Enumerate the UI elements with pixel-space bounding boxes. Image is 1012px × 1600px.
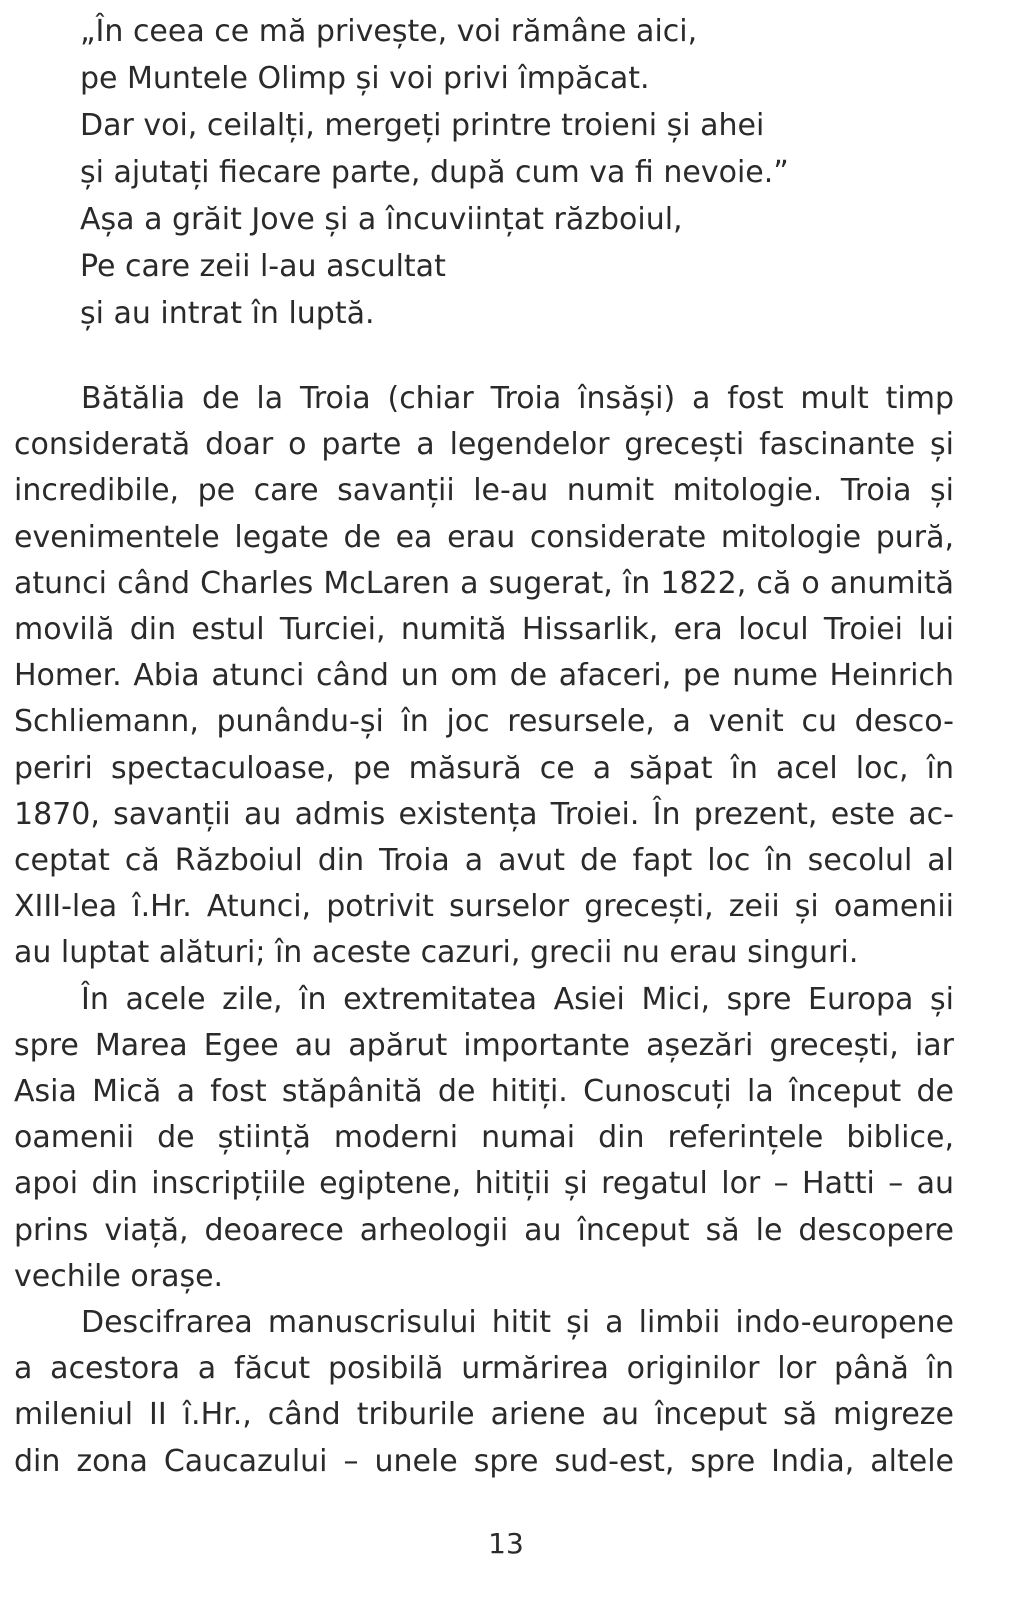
verse-line: Așa a grăit Jove și a încuviințat războiul,	[80, 202, 683, 237]
text-line: oamenii de știință moderni numai din referințele biblice,	[14, 1120, 954, 1156]
body-text	[14, 376, 954, 1485]
verse-line: „În ceea ce mă privește, voi rămâne aici,	[80, 14, 698, 49]
text-line: 1870, savanții au admis existența Troiei. În prezent, este ac-	[14, 796, 954, 832]
text-line: apoi din inscripțiile egiptene, hitiții și regatul lor – Hatti – au	[14, 1166, 954, 1202]
text-line: a acestora a făcut posibilă urmărirea originilor lor până în	[14, 1351, 954, 1387]
text-line: Schliemann, punându-și în joc resursele, a venit cu desco-	[14, 704, 954, 740]
text-line: vechile orașe.	[14, 1258, 224, 1294]
text-line: periri spectaculoase, pe măsură ce a săpat în acel loc, în	[14, 750, 954, 786]
verse-line: Pe care zeii l-au ascultat	[80, 249, 446, 284]
text-line: considerată doar o parte a legendelor grecești fascinante și	[14, 427, 954, 463]
text-line: din zona Caucazului – unele spre sud-est, spre India, altele	[14, 1443, 954, 1479]
text-line: evenimentele legate de ea erau considerate mitologie pură,	[14, 519, 954, 555]
text-line: au luptat alături; în aceste cazuri, grecii nu erau singuri.	[14, 935, 859, 971]
verse-line: pe Muntele Olimp și voi privi împăcat.	[80, 61, 650, 96]
verse-line: Dar voi, ceilalți, mergeți printre troieni și ahei	[80, 108, 765, 143]
text-line: mileniul II î.Hr., când triburile ariene au început să migreze	[14, 1397, 954, 1433]
text-line: Asia Mică a fost stăpânită de hitiți. Cunoscuți la început de	[14, 1074, 954, 1110]
text-line: prins viață, deoarece arheologii au început să le descopere	[14, 1212, 954, 1248]
text-line: spre Marea Egee au apărut importante așezări grecești, iar	[14, 1027, 954, 1063]
text-line: XIII-lea î.Hr. Atunci, potrivit surselor grecești, zeii și oamenii	[14, 889, 954, 925]
verse-line: și ajutați fiecare parte, după cum va fi nevoie.”	[80, 155, 789, 190]
verse-line: și au intrat în luptă.	[80, 296, 375, 331]
paragraph-3	[14, 1300, 954, 1485]
verse-quote	[80, 8, 960, 337]
page-number: 13	[488, 1527, 524, 1560]
paragraph-2	[14, 977, 954, 1300]
text-line: movilă din estul Turciei, numită Hissarlik, era locul Troiei lui	[14, 612, 954, 648]
text-line: Bătălia de la Troia (chiar Troia însăși) a fost mult timp	[81, 381, 954, 416]
text-line: În acele zile, în extremitatea Asiei Mici, spre Europa și	[81, 981, 954, 1017]
text-line: ceptat că Războiul din Troia a avut de fapt loc în secolul al	[14, 843, 954, 879]
text-line: Descifrarea manuscrisului hitit și a limbii indo-europene	[81, 1305, 954, 1341]
paragraph-1	[14, 376, 954, 977]
text-line: Homer. Abia atunci când un om de afaceri, pe nume Heinrich	[14, 658, 954, 694]
text-line: incredibile, pe care savanții le-au numit mitologie. Troia și	[14, 473, 954, 509]
text-line: atunci când Charles McLaren a sugerat, în 1822, că o anumită	[14, 565, 954, 601]
